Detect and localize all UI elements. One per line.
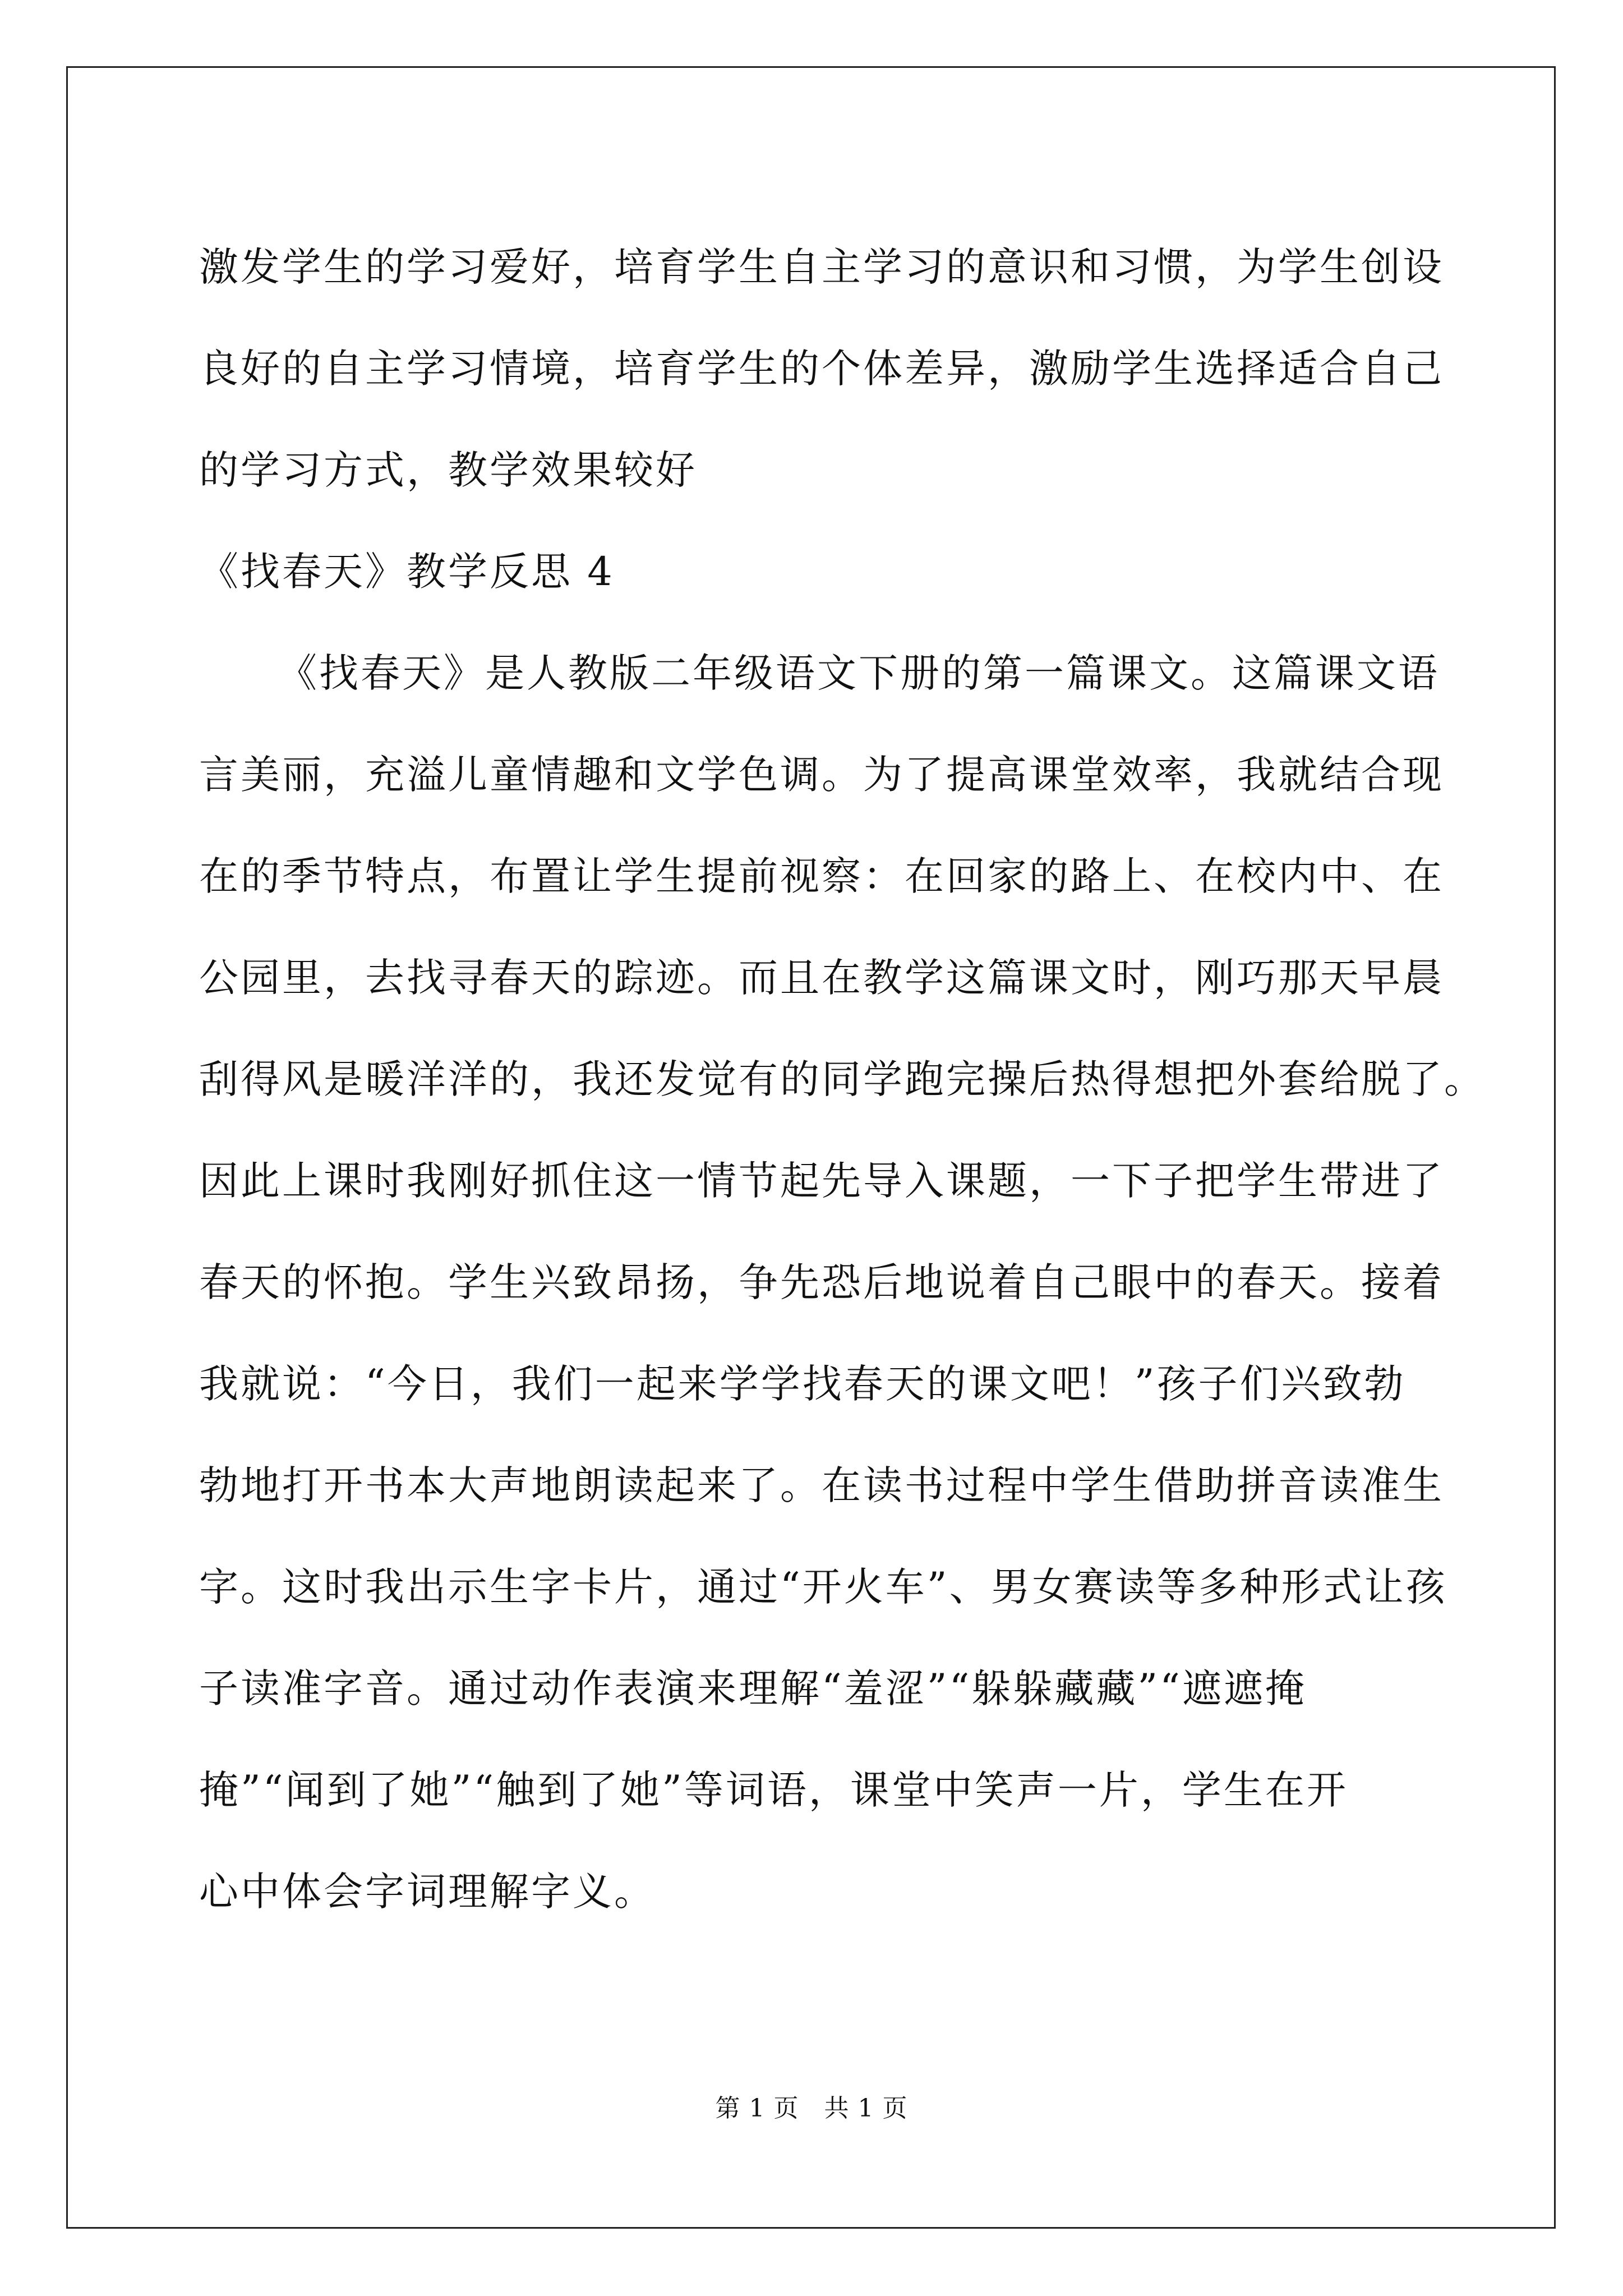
text-line-5: 《找春天》是人教版二年级语文下册的第一篇课文。这篇课文语 [278,650,1440,696]
text-line-14: 字。这时我出示生字卡片，通过“开火车”、男女赛读等多种形式让孩 [199,1564,1447,1610]
text-line-17: 心中体会字词理解字义。 [199,1869,656,1915]
text-line-16: 掩”“闻到了她”“触到了她”等词语，课堂中笑声一片，学生在开 [199,1767,1348,1813]
text-line-11: 春天的怀抱。学生兴致昂扬，争先恐后地说着自己眼中的春天。接着 [199,1259,1444,1305]
text-line-13: 勃地打开书本大声地朗读起来了。在读书过程中学生借助拼音读准生 [199,1462,1444,1508]
text-line-3: 的学习方式，教学效果较好 [199,447,697,493]
text-line-6: 言美丽，充溢儿童情趣和文学色调。为了提高课堂效率，我就结合现 [199,752,1444,798]
page-footer: 第 1 页 共 1 页 [715,2094,908,2123]
text-line-1: 激发学生的学习爱好，培育学生自主学习的意识和习惯，为学生创设 [199,244,1444,290]
text-line-9: 刮得风是暖洋洋的，我还发觉有的同学跑完操后热得想把外套给脱了。 [199,1056,1486,1102]
text-line-8: 公园里，去找寻春天的踪迹。而且在教学这篇课文时，刚巧那天早晨 [199,955,1444,1001]
text-line-2: 良好的自主学习情境，培育学生的个体差异，激励学生选择适合自己 [199,346,1444,392]
section-heading: 《找春天》教学反思 4 [199,549,615,595]
document-body [199,217,1486,1943]
text-line-7: 在的季节特点，布置让学生提前视察：在回家的路上、在校内中、在 [199,853,1444,899]
text-line-12: 我就说：“今日，我们一起来学学找春天的课文吧！”孩子们兴致勃 [199,1361,1406,1407]
text-line-10: 因此上课时我刚好抓住这一情节起先导入课题，一下子把学生带进了 [199,1158,1444,1204]
text-line-15: 子读准字音。通过动作表演来理解“羞涩”“躲躲藏藏”“遮遮掩 [199,1665,1307,1711]
